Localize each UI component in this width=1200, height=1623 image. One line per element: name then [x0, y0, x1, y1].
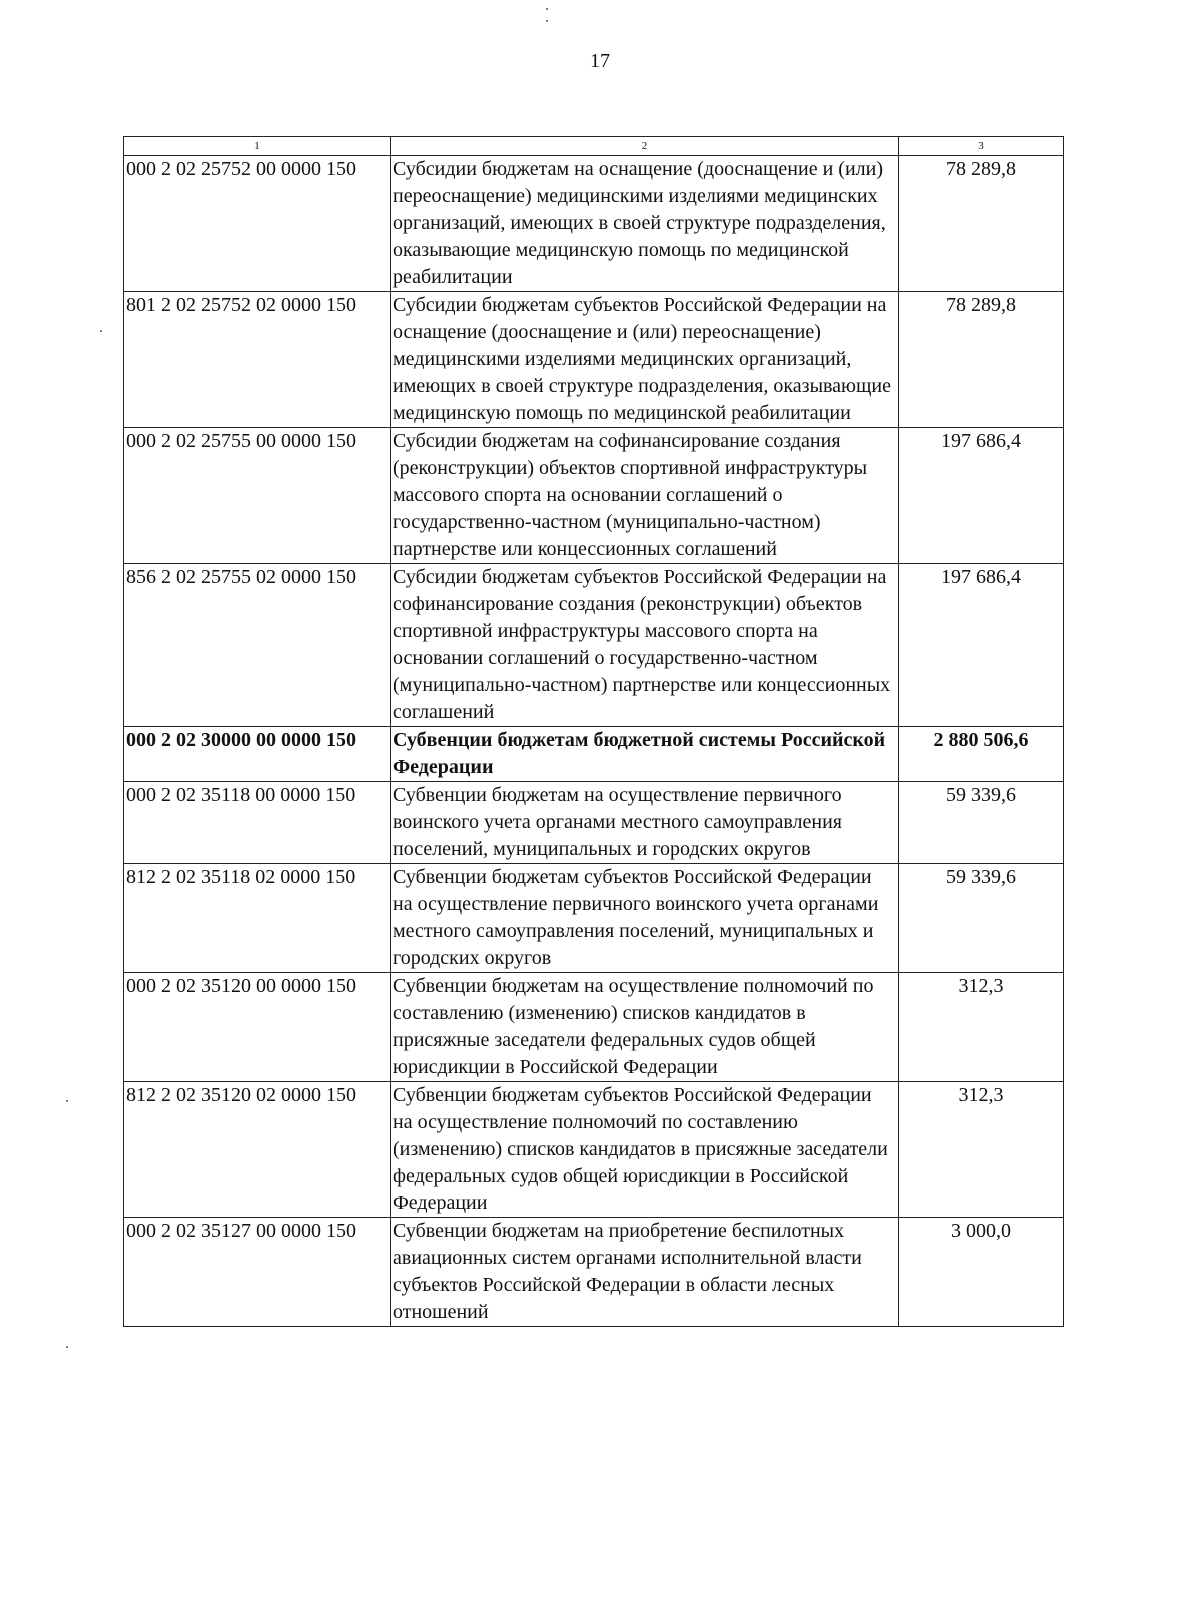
table-row	[124, 292, 1064, 428]
row-amount: 3 000,0	[899, 1218, 1064, 1327]
row-description: Субвенции бюджетам на осуществление первичного воинского учета органами местного самоуправления поселений, муниципальных и городских округов	[391, 782, 899, 864]
table-row	[124, 156, 1064, 292]
table-row	[124, 1218, 1064, 1327]
row-amount: 312,3	[899, 1082, 1064, 1218]
budget-table	[123, 136, 1064, 1327]
page-number: 17	[590, 50, 610, 72]
row-amount: 197 686,4	[899, 564, 1064, 727]
row-code: 000 2 02 25755 00 0000 150	[124, 428, 391, 564]
scan-speck	[100, 330, 102, 332]
row-description: Субвенции бюджетам бюджетной системы Российской Федерации	[391, 727, 899, 782]
table-row	[124, 564, 1064, 727]
row-code: 812 2 02 35120 02 0000 150	[124, 1082, 391, 1218]
table-row	[124, 428, 1064, 564]
row-amount: 78 289,8	[899, 156, 1064, 292]
row-code: 801 2 02 25752 02 0000 150	[124, 292, 391, 428]
table-row	[124, 782, 1064, 864]
row-code: 000 2 02 30000 00 0000 150	[124, 727, 391, 782]
row-amount: 197 686,4	[899, 428, 1064, 564]
table-row	[124, 973, 1064, 1082]
table-row	[124, 1082, 1064, 1218]
table-row-subtotal	[124, 727, 1064, 782]
table-header-row	[124, 137, 1064, 156]
row-amount: 312,3	[899, 973, 1064, 1082]
row-amount: 59 339,6	[899, 782, 1064, 864]
row-code: 000 2 02 35120 00 0000 150	[124, 973, 391, 1082]
row-description: Субвенции бюджетам на осуществление полномочий по составлению (изменению) списков кандидатов в присяжные заседатели федеральных судов общей юрисдикции в Российской Федерации	[391, 973, 899, 1082]
scan-speck	[66, 1346, 68, 1348]
table-row	[124, 864, 1064, 973]
scan-speck	[546, 8, 548, 10]
row-amount: 59 339,6	[899, 864, 1064, 973]
row-description: Субвенции бюджетам субъектов Российской Федерации на осуществление первичного воинского учета органами местного самоуправления поселений, муниципальных и городских округов	[391, 864, 899, 973]
column-header-2: 2	[391, 137, 899, 156]
row-description: Субвенции бюджетам на приобретение беспилотных авиационных систем органами исполнительной власти субъектов Российской Федерации в области лесных отношений	[391, 1218, 899, 1327]
row-code: 856 2 02 25755 02 0000 150	[124, 564, 391, 727]
row-description: Субсидии бюджетам субъектов Российской Федерации на софинансирование создания (реконструкции) объектов спортивной инфраструктуры массового спорта на основании соглашений о государственно-частном (муниципально-частном) партнерстве или концессионных соглашений	[391, 564, 899, 727]
row-amount: 78 289,8	[899, 292, 1064, 428]
row-description: Субсидии бюджетам на оснащение (дооснащение и (или) переоснащение) медицинскими изделиями медицинских организаций, имеющих в своей структуре подразделения, оказывающие медицинскую помощь по медицинской реабилитации	[391, 156, 899, 292]
scan-speck	[66, 1100, 68, 1102]
row-description: Субсидии бюджетам на софинансирование создания (реконструкции) объектов спортивной инфраструктуры массового спорта на основании соглашений о государственно-частном (муниципально-частном) партнерстве или концессионных соглашений	[391, 428, 899, 564]
row-description: Субвенции бюджетам субъектов Российской Федерации на осуществление полномочий по составлению (изменению) списков кандидатов в присяжные заседатели федеральных судов общей юрисдикции в Российской Федерации	[391, 1082, 899, 1218]
column-header-1: 1	[124, 137, 391, 156]
row-code: 000 2 02 25752 00 0000 150	[124, 156, 391, 292]
row-code: 000 2 02 35127 00 0000 150	[124, 1218, 391, 1327]
column-header-3: 3	[899, 137, 1064, 156]
scan-speck	[546, 20, 548, 22]
row-code: 812 2 02 35118 02 0000 150	[124, 864, 391, 973]
row-amount: 2 880 506,6	[899, 727, 1064, 782]
row-code: 000 2 02 35118 00 0000 150	[124, 782, 391, 864]
row-description: Субсидии бюджетам субъектов Российской Федерации на оснащение (дооснащение и (или) переоснащение) медицинскими изделиями медицинских организаций, имеющих в своей структуре подразделения, оказывающие медицинскую помощь по медицинской реабилитации	[391, 292, 899, 428]
